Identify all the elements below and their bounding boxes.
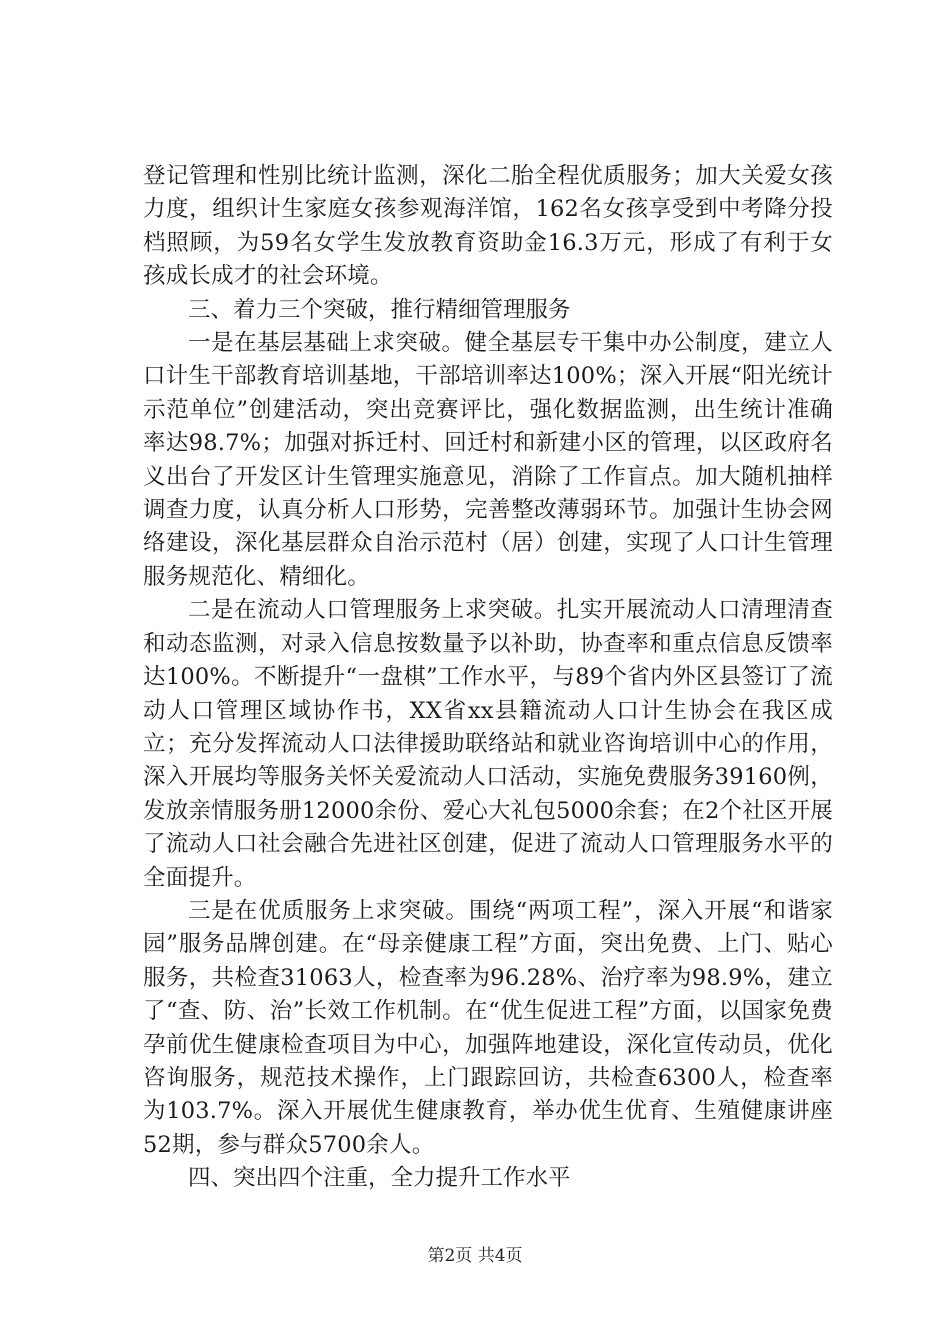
page-footer: 第2页 共4页 — [427, 1246, 523, 1266]
paragraph-continuation: 登记管理和性别比统计监测，深化二胎全程优质服务；加大关爱女孩力度，组织计生家庭女孩参观海洋馆，162名女孩享受到中考降分投档照顾，为59名女学生发放教育资助金16.3万元，形成了有利于女孩成长成才的社会环境。 — [143, 163, 833, 290]
paragraph-quality-service-breakthrough: 三是在优质服务上求突破。围绕“两项工程”，深入开展“和谐家园”服务品牌创建。在“母亲健康工程”方面，突出免费、上门、贴心服务，共检查31063人，检查率为96.28%、治疗率为98.9%，建立了“查、防、治”长效工作机制。在“优生促进工程”方面，以国家免费孕前优生健康检查项目为中心，加强阵地建设，深化宣传动员，优化咨询服务，规范技术操作，上门跟踪回访，共检查6300人，检查率为103.7%。深入开展优生健康教育，举办优生优育、生殖健康讲座52期，参与群众5700余人。 — [143, 897, 833, 1158]
document-body — [143, 160, 833, 1196]
paragraph-floating-population-breakthrough: 二是在流动人口管理服务上求突破。扎实开展流动人口清理清查和动态监测，对录入信息按数量予以补助，协查率和重点信息反馈率达100%。不断提升“一盘棋”工作水平，与89个省内外区县签订了流动人口管理区域协作书，XX省xx县籍流动人口计生协会在我区成立；充分发挥流动人口法律援助联络站和就业咨询培训中心的作用，深入开展均等服务关怀关爱流动人口活动，实施免费服务39160例，发放亲情服务册12000余份、爱心大礼包5000余套；在2个社区开展了流动人口社会融合先进社区创建，促进了流动人口管理服务水平的全面提升。 — [143, 597, 833, 891]
section-heading-four: 四、突出四个注重，全力提升工作水平 — [188, 1165, 571, 1192]
section-heading-three: 三、着力三个突破，推行精细管理服务 — [188, 296, 571, 323]
paragraph-grassroots-breakthrough: 一是在基层基础上求突破。健全基层专干集中办公制度，建立人口计生干部教育培训基地，干部培训率达100%；深入开展“阳光统计示范单位”创建活动，突出竞赛评比，强化数据监测，出生统计准确率达98.7%；加强对拆迁村、回迁村和新建小区的管理，以区政府名义出台了开发区计生管理实施意见，消除了工作盲点。加大随机抽样调查力度，认真分析人口形势，完善整改薄弱环节。加强计生协会网络建设，深化基层群众自治示范村（居）创建，实现了人口计生管理服务规范化、精细化。 — [143, 330, 833, 590]
